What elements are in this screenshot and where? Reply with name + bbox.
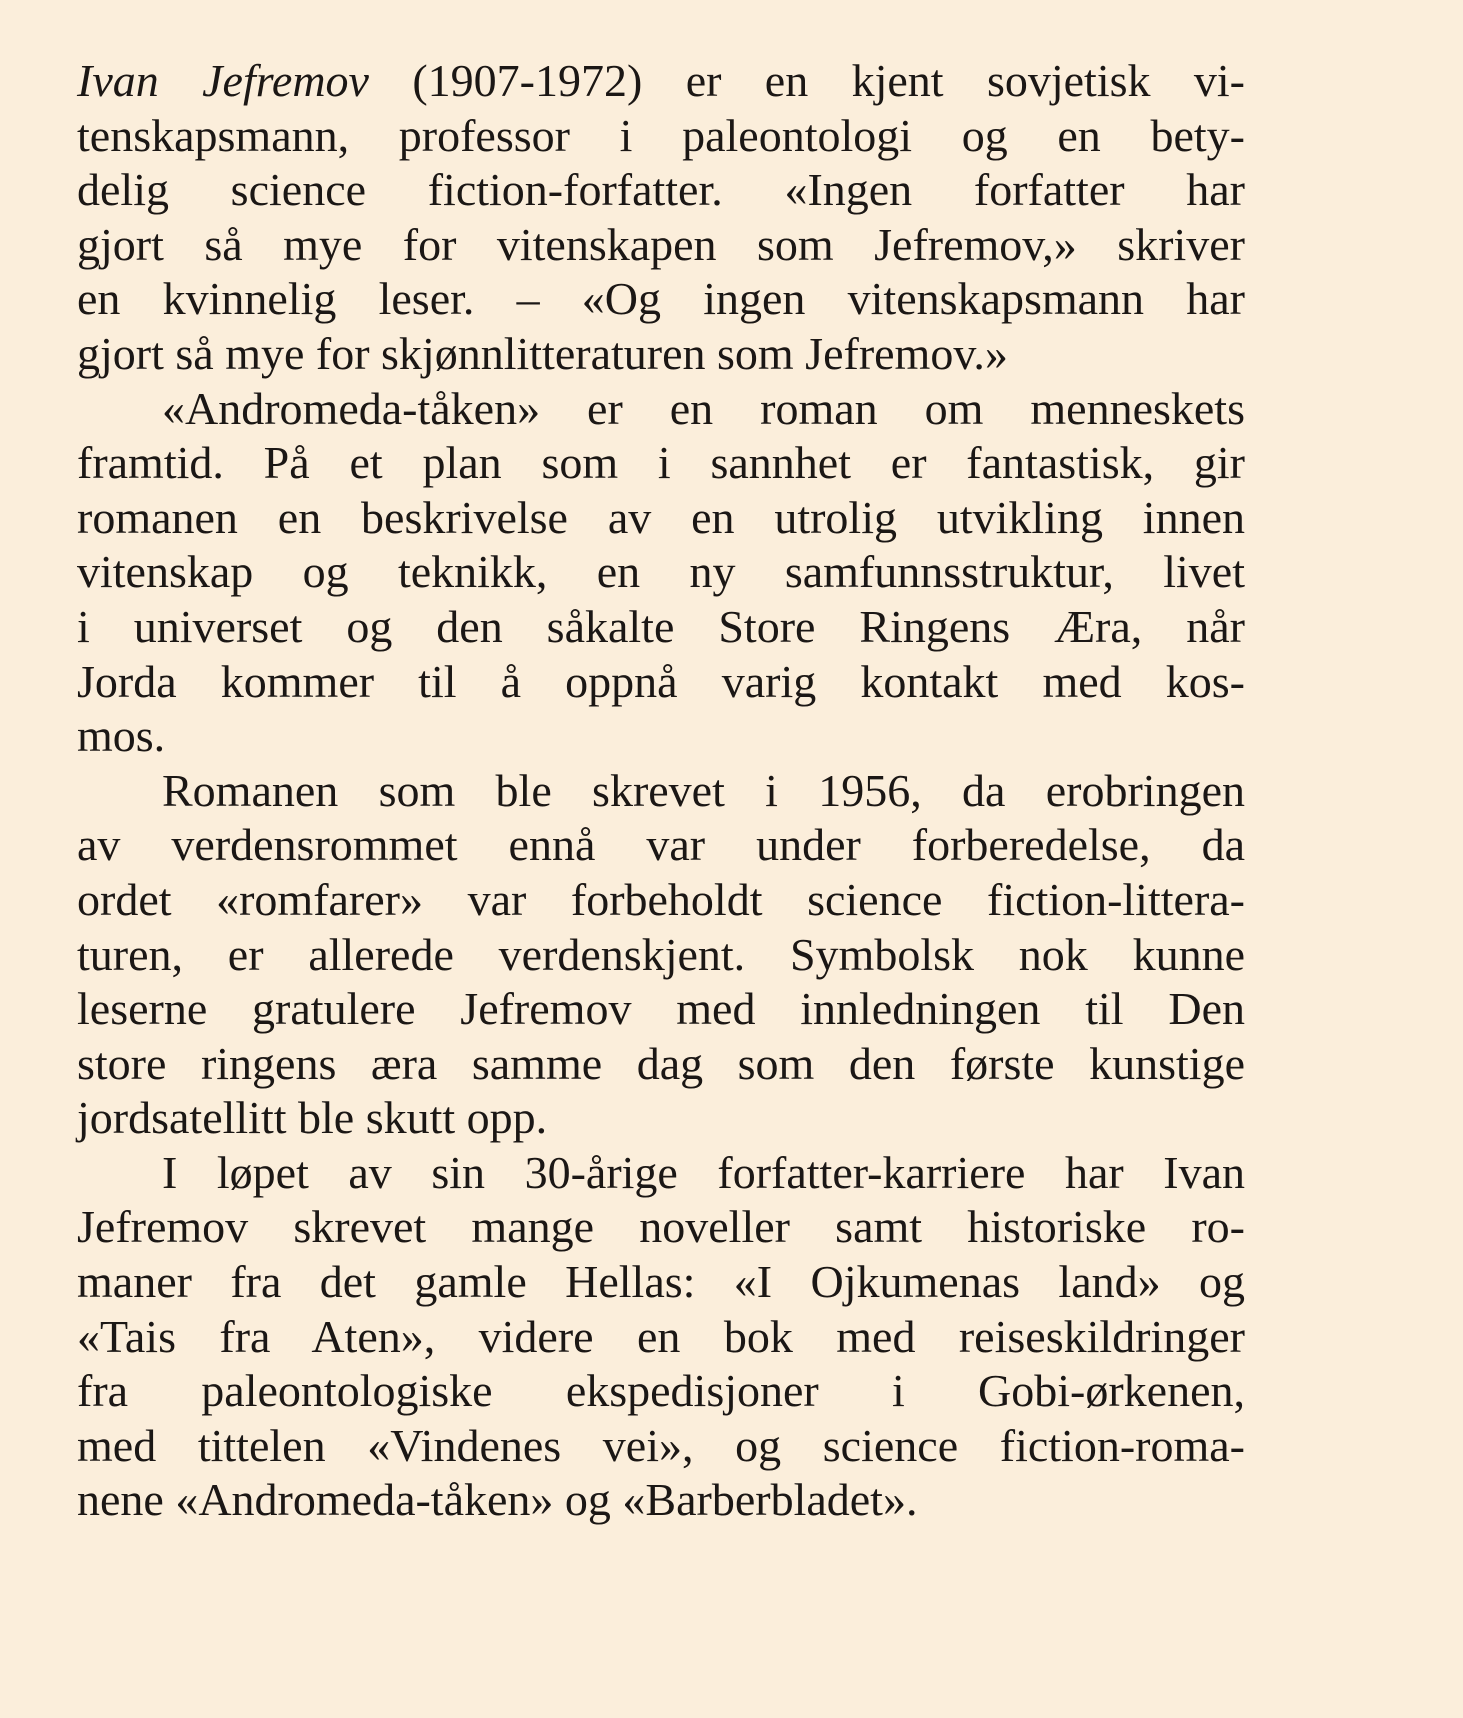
- text-line: turen, er allerede verdenskjent. Symbolsk nok kunne: [77, 928, 1245, 980]
- paragraph-novel-description: [77, 382, 1245, 764]
- author-name: Ivan Jefremov: [77, 55, 369, 106]
- text-line: fra paleontologiske ekspedisjoner i Gobi-ørkenen,: [77, 1365, 1245, 1417]
- book-page: [77, 54, 1245, 1528]
- text-line: tenskapsmann, professor i paleontologi og en bety-: [77, 109, 1245, 161]
- text-line: av verdensrommet ennå var under forberedelse, da: [77, 819, 1245, 871]
- text-line: Jefremov skrevet mange noveller samt historiske ro-: [77, 1201, 1245, 1253]
- text-line: jordsatellitt ble skutt opp.: [77, 1092, 548, 1144]
- text-line: med tittelen «Vindenes vei», og science fiction-roma-: [77, 1419, 1245, 1471]
- text-line: framtid. På et plan som i sannhet er fantastisk, gir: [77, 437, 1245, 489]
- text-line: delig science fiction-forfatter. «Ingen forfatter har: [77, 164, 1245, 216]
- text-line: leserne gratulere Jefremov med innledningen til Den: [77, 983, 1245, 1035]
- text-line: ordet «romfarer» var forbeholdt science fiction-littera-: [77, 873, 1245, 925]
- text-line: store ringens æra samme dag som den første kunstige: [77, 1037, 1245, 1089]
- text-line: en kvinnelig leser. – «Og ingen vitenskapsmann har: [77, 273, 1245, 325]
- paragraph-bibliography: [77, 1146, 1245, 1528]
- paragraph-author-intro: [77, 54, 1245, 382]
- text-line: romanen en beskrivelse av en utrolig utvikling innen: [77, 491, 1245, 543]
- text-line: nene «Andromeda-tåken» og «Barberbladet».: [77, 1474, 918, 1526]
- text-line: «Tais fra Aten», videre en bok med reiseskildringer: [77, 1310, 1245, 1362]
- text-line: Romanen som ble skrevet i 1956, da erobringen: [162, 764, 1245, 816]
- text-line: gjort så mye for skjønnlitteraturen som Jefremov.»: [77, 327, 1008, 379]
- text-line: I løpet av sin 30-årige forfatter-karriere har Ivan: [162, 1146, 1245, 1198]
- text-line: Jorda kommer til å oppnå varig kontakt med kos-: [77, 655, 1245, 707]
- text-line: i universet og den såkalte Store Ringens Æra, når: [77, 600, 1245, 652]
- text-line: gjort så mye for vitenskapen som Jefremov,» skriver: [77, 218, 1245, 270]
- text-line: mos.: [77, 710, 166, 762]
- text-line: «Andromeda-tåken» er en roman om menneskets: [162, 382, 1245, 434]
- paragraph-novel-history: [77, 764, 1245, 1146]
- text-line: vitenskap og teknikk, en ny samfunnsstruktur, livet: [77, 546, 1245, 598]
- text-line: maner fra det gamle Hellas: «I Ojkumenas land» og: [77, 1256, 1245, 1308]
- text-line: Ivan Jefremov (1907-1972) er en kjent sovjetisk vi-: [77, 55, 1245, 106]
